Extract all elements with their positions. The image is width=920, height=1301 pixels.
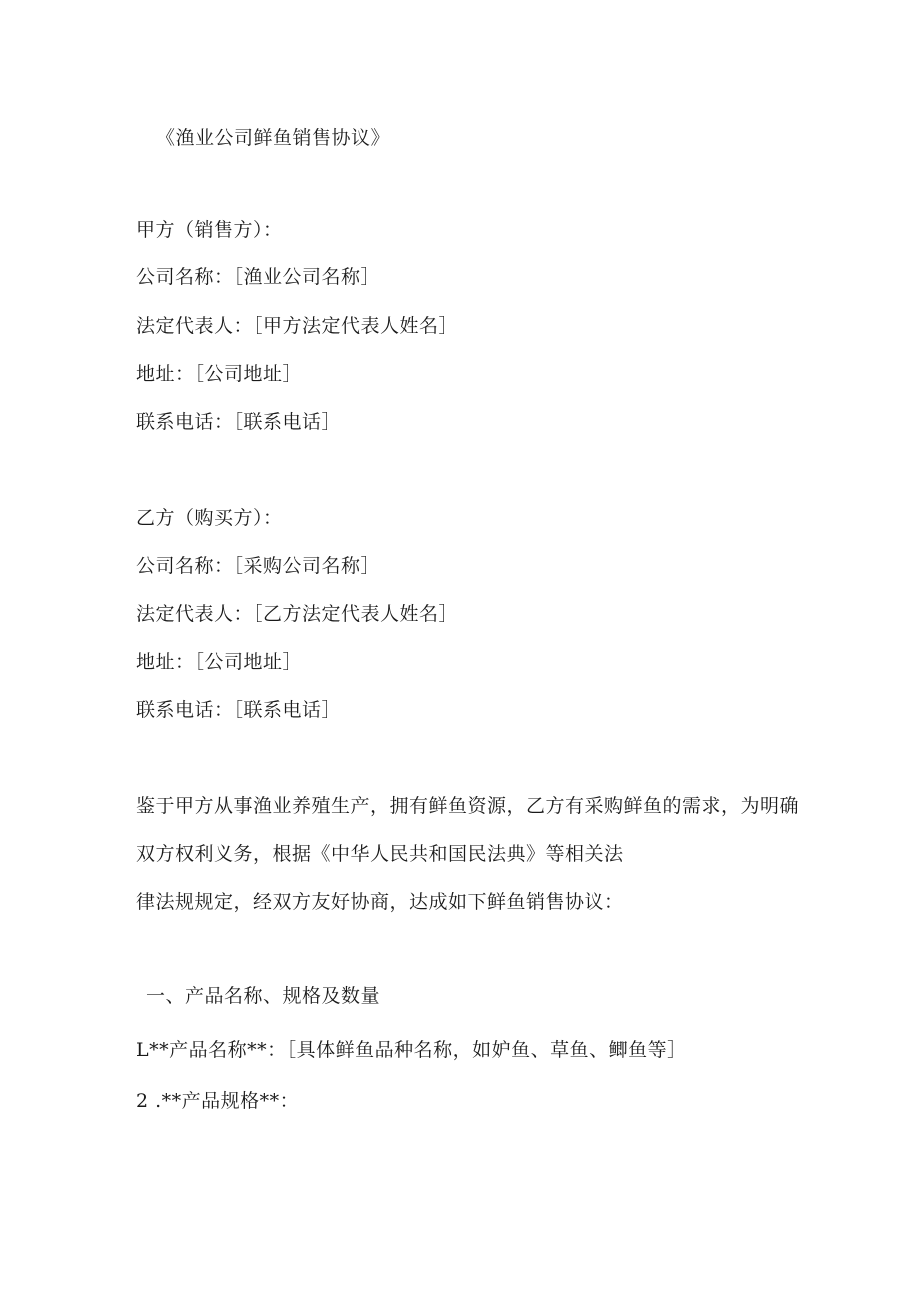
party-b-representative: 法定代表人：［乙方法定代表人姓名］ [136, 603, 459, 625]
section-1-heading: 一、产品名称、规格及数量 [146, 985, 381, 1007]
party-b-address: 地址：［公司地址］ [136, 651, 303, 673]
party-b-phone: 联系电话：［联系电话］ [136, 699, 342, 721]
party-b-company: 公司名称：［采购公司名称］ [136, 555, 381, 577]
preamble-line-1: 鉴于甲方从事渔业养殖生产，拥有鲜鱼资源，乙方有采购鲜鱼的需求，为明确 [136, 795, 800, 817]
preamble-line-3: 律法规规定，经双方友好协商，达成如下鲜鱼销售协议： [136, 891, 624, 913]
party-a-address: 地址：［公司地址］ [136, 363, 303, 385]
party-a-company: 公司名称：［渔业公司名称］ [136, 266, 381, 288]
section-1-item-1: L**产品名称**：［具体鲜鱼品种名称，如妒鱼、草鱼、鲫鱼等］ [136, 1039, 687, 1061]
section-1-item-2: 2 .**产品规格**： [136, 1090, 300, 1112]
party-a-phone: 联系电话：［联系电话］ [136, 411, 342, 433]
party-a-heading: 甲方（销售方）： [136, 219, 283, 241]
party-b-heading: 乙方（购买方）： [136, 507, 283, 529]
document-title: 《渔业公司鲜鱼销售协议》 [156, 127, 391, 149]
party-a-representative: 法定代表人：［甲方法定代表人姓名］ [136, 315, 459, 337]
preamble-line-2: 双方权利义务，根据《中华人民共和国民法典》等相关法 [136, 843, 624, 865]
